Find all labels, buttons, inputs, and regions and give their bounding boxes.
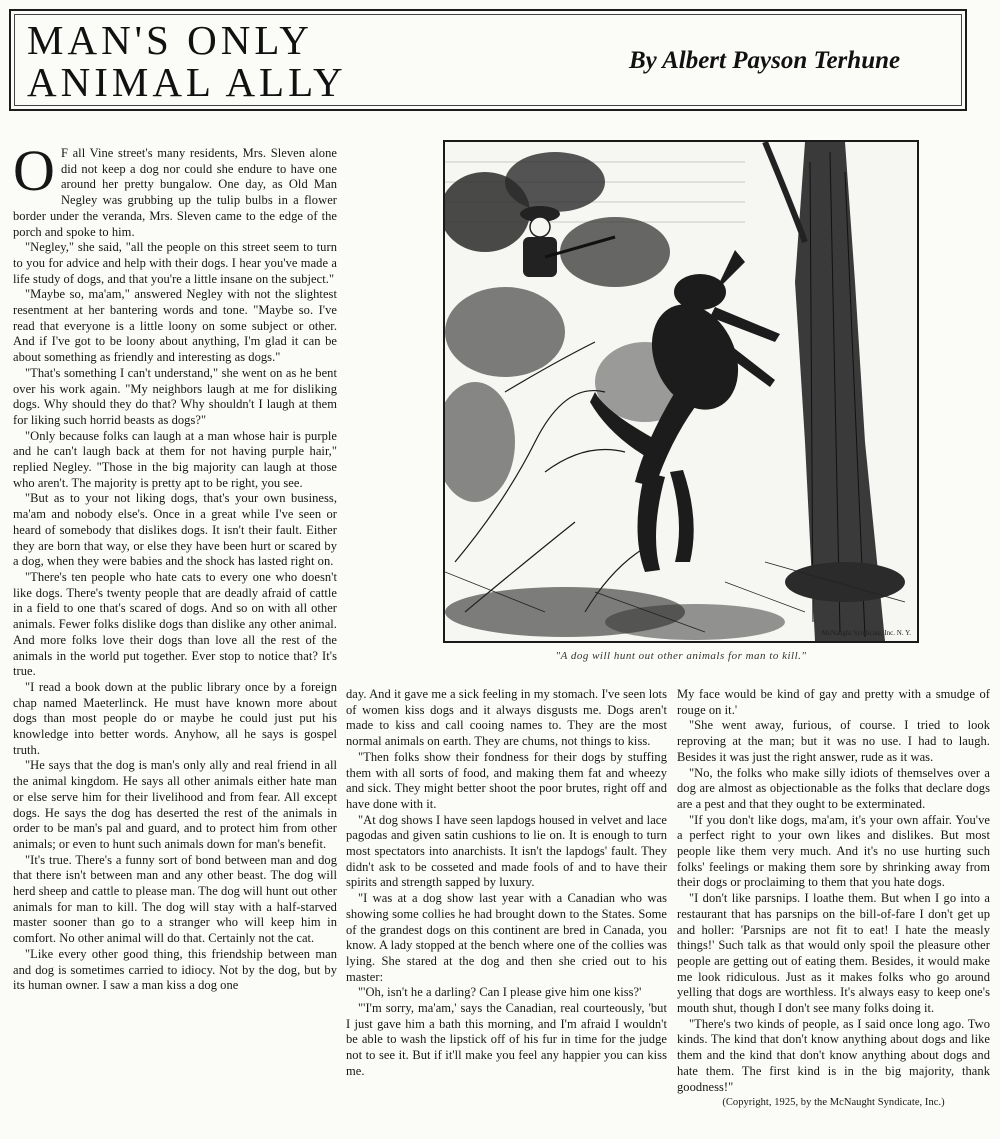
article-headline: MAN'S ONLY ANIMAL ALLY <box>27 17 347 105</box>
article-paragraph: "Then folks show their fondness for their dogs by stuffing them with all sorts of food, and making them fat and wheezy and sick. They might better shoot the poor brutes, right off and have done with it. <box>346 749 667 811</box>
masthead-box <box>9 9 967 111</box>
copyright-notice: (Copyright, 1925, by the McNaught Syndicate, Inc.) <box>722 1097 945 1109</box>
article-paragraph: "No, the folks who make silly idiots of themselves over a dog are almost as objectionable as the folks that declare dogs are a pest and that they ought to be exterminated. <box>677 765 990 811</box>
article-column-3 <box>677 687 990 1127</box>
article-paragraph: "Like every other good thing, this friendship between man and dog is sometimes carried to idiocy. Not by the dog, but by its human owner. I saw a man kiss a dog one <box>13 946 337 993</box>
illustration-caption: "A dog will hunt out other animals for man to kill." <box>555 650 807 662</box>
article-paragraph: "He says that the dog is man's only ally and real friend in all the animal kingdom. He says all other animals either hate man or else serve him for their livelihood and from fear. All except dogs. He says the dog has deserted the rest of the animals in order to be man's pal and guard, and to protect him from other animals; or even to hunt such animals down for man's benefit. <box>13 758 337 851</box>
article-paragraph <box>13 146 337 240</box>
article-byline: By Albert Payson Terhune <box>629 47 901 74</box>
article-paragraph: "I don't like parsnips. I loathe them. But when I go into a restaurant that has parsnips on the bill-of-fare I don't get up and holler: 'Parsnips are not fit to eat! I hate the measly things!' Such talk as that would only spoil the pleasure other people are getting out of eating them. Besides, it would make me look ridiculous. Just as it makes folks who go around yelling that dogs are worthless. It's always easy to keep one's mouth shut, though I don't see many folks doing it. <box>677 891 990 1016</box>
article-paragraph: "There's ten people who hate cats to every one who doesn't like dogs. There's twenty people that are deadly afraid of cattle in a field to one that's scared of dogs. And so on with all other animals. Fewer folks dislike dogs than dislike any other animal. And more folks love their dogs than love all the rest of the animals in the world put together. Ever stop to notice that? It's true. <box>13 569 337 679</box>
article-paragraph: "But as to your not liking dogs, that's your own business, ma'am and nobody else's. Once in a great while I've seen or heard of somebody that dislikes dogs. It isn't their fault. Either they are born that way, or else they have been hurt or scared by a dog, when they were babies and the shock has lasted right on. <box>13 491 337 569</box>
paragraph-text: F all Vine street's many residents, Mrs. Sleven alone did not keep a dog nor could she endure to have one around her pretty bungalow. One day, as Old Man Negley was grubbing up the tulip bulbs in a flower border under the veranda, Mrs. Sleven came to the edge of the porch and spoke to him. <box>13 146 337 239</box>
article-paragraph: "If you don't like dogs, ma'am, it's your own affair. You've a perfect right to your own likes and dislikes. But most people like them very much. And it's no use hurting such folks' feelings or making them sore by shrinking away from their dogs or proclaiming to them that you hate dogs. <box>677 812 990 890</box>
drop-cap: O <box>13 146 55 203</box>
article-paragraph: My face would be kind of gay and pretty with a smudge of rouge on it.' <box>677 687 990 717</box>
article-paragraph: "It's true. There's a funny sort of bond between man and dog that there isn't between man and any other beast. The dog will herd sheep and cattle to please man. The dog will hunt out other animals for man to kill. The dog will stay with a half-starved master sooner than go to a stranger who will keep him in comfort. No other animal will do that. Certainly not the cat. <box>13 852 337 946</box>
article-column-1 <box>13 146 337 1126</box>
illustration-credit: McNaught Syndicate, Inc. N. Y. <box>821 629 911 637</box>
article-paragraph: "'Oh, isn't he a darling? Can I please give him one kiss?' <box>358 985 642 1000</box>
article-paragraph: "Negley," she said, "all the people on this street seem to turn to you for advice and help with their dogs. I hear you've made a life study of dogs, and that you're a little insane on the subject." <box>13 240 337 286</box>
article-paragraph: "Maybe so, ma'am," answered Negley with not the slightest resentment at her bantering words and tone. "Maybe so. I've read that everyone is a little loony on some subject or other. And if I've got to be loony about anything, I'm glad it can be about something as friendly and interesting as dogs." <box>13 287 337 365</box>
article-paragraph: "I was at a dog show last year with a Canadian who was showing some collies he had brought down to the States. Some of the grandest dogs on this continent are bred in Canada, you know. A lady stopped at the bench where one of the collies was lying. She stared at the dog and then she cried out to his master: <box>346 891 667 984</box>
article-paragraph: day. And it gave me a sick feeling in my stomach. I've seen lots of women kiss dogs and it always disgusts me. Dogs aren't made to kiss and call cooing names to. They are the most normal animals on earth. They are chums, not things to kiss. <box>346 687 667 749</box>
dog-illustration <box>443 140 919 643</box>
article-paragraph: "That's something I can't understand," she went on as he bent over his work again. "My neighbors laugh at me for disliking dogs. Why should they do that? Why shouldn't I laugh at them for liking such horrid beasts as dogs?" <box>13 365 337 427</box>
article-column-2 <box>346 687 667 1127</box>
article-paragraph: "Only because folks can laugh at a man whose hair is purple and he can't laugh back at them for not having purple hair," replied Negley. "Those in the big majority can laugh at those who aren't. The majority is pretty apt to be right, you see. <box>13 428 337 490</box>
article-paragraph: "'I'm sorry, ma'am,' says the Canadian, real courteously, 'but I just gave him a bath this morning, and I'm afraid I wouldn't be able to wash the lipstick off of his fur in time for the judge not to see it. But if it'll make you feel any happier you can kiss me. <box>346 1001 667 1078</box>
article-paragraph: "She went away, furious, of course. I tried to look reproving at the man; but it was no use. I had to laugh. Besides it was just the right answer, rude as it was. <box>677 718 990 764</box>
article-paragraph: "At dog shows I have seen lapdogs housed in velvet and lace pagodas and given satin cushions to lie on. It is enough to turn most spectators into anarchists. It isn't the lapdogs' fault. They didn't ask to be cosseted and made fools of and to have their spirits and strength sapped by luxury. <box>346 812 667 890</box>
article-paragraph: "There's two kinds of people, as I said once long ago. Two kinds. The kind that don't know anything about dogs and like them and the kind that don't know anything about dogs and hate them. The first kind is in the big majority, thank goodness!" <box>677 1016 990 1094</box>
article-paragraph: "I read a book down at the public library once by a foreign chap named Maeterlinck. He must have known more about dogs than most people do or maybe he could just put his knowledge into better words. Anyhow, all he says is gospel truth. <box>13 679 337 757</box>
dog-and-hunter-drawing <box>445 142 917 641</box>
